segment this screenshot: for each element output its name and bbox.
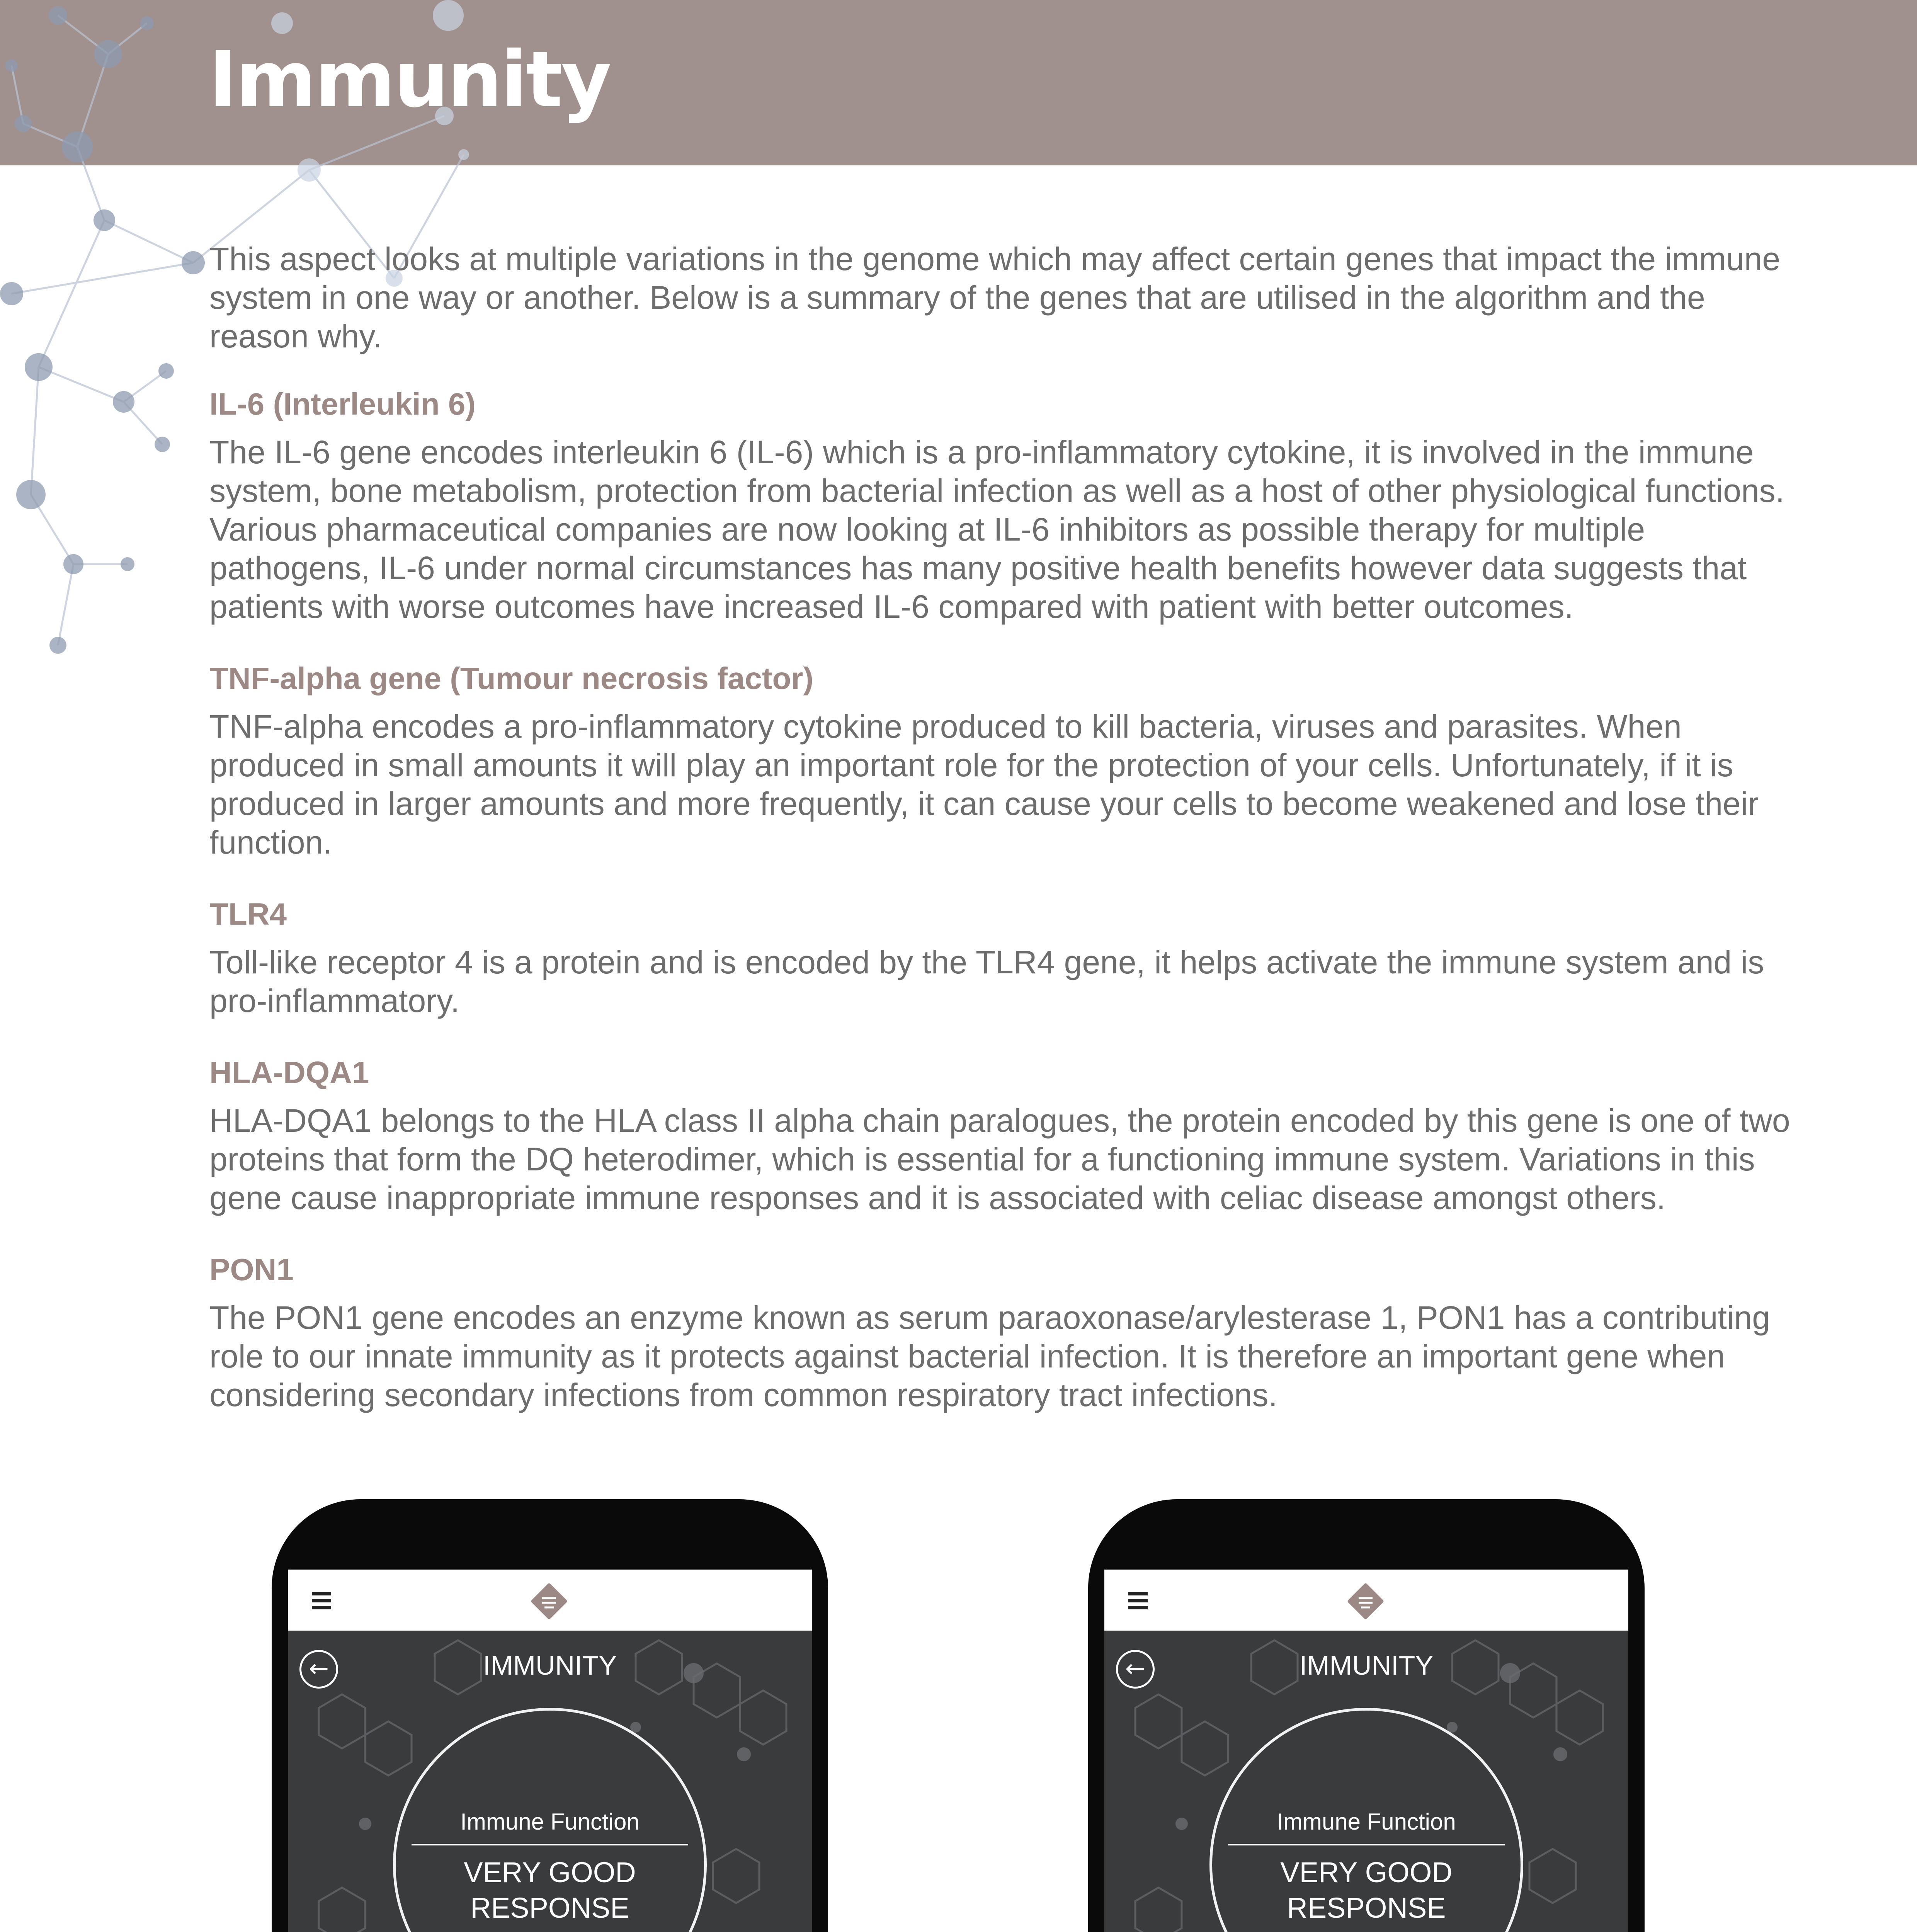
phone-mockup-detail bbox=[1088, 1499, 1645, 1932]
gene-title: TLR4 bbox=[209, 897, 287, 931]
gene-description: HLA-DQA1 belongs to the HLA class II alpha chain paralogues, the protein encoded by this gene is one of two proteins that form the DQ heterodimer, which is essential for a functioning immune system. Variations in this gene cause inappropriate immune responses and it is associated with celiac disease amongst others. bbox=[209, 1102, 1790, 1216]
ring-label: Immune Function bbox=[1277, 1809, 1456, 1835]
ring-status bbox=[1104, 1855, 1628, 1926]
gene-description: TNF-alpha encodes a pro-inflammatory cytokine produced to kill bacteria, viruses and parasites. When produced in small amounts it will play an important role for the protection of your cells. Unfortunately, if it is produced in larger amounts and more frequently, it can cause your cells to become weakened and lose their function. bbox=[209, 708, 1759, 861]
app-logo-icon bbox=[531, 1583, 568, 1620]
gene-section-il6 bbox=[209, 386, 1794, 626]
hero-title: IMMUNITY bbox=[1299, 1650, 1434, 1680]
hamburger-menu-icon[interactable] bbox=[1128, 1592, 1148, 1609]
ring-divider bbox=[1228, 1844, 1505, 1845]
app-topbar bbox=[288, 1570, 812, 1631]
gene-section-hla-dqa1 bbox=[209, 1055, 1794, 1217]
page-title: Immunity bbox=[209, 35, 610, 125]
intro-paragraph: This aspect looks at multiple variations in the genome which may affect certain genes that impact the immune system in one way or another. Below is a summary of the genes that are utilised in the algorithm and the reason why. bbox=[209, 241, 1781, 354]
ring-status-line: VERY GOOD bbox=[464, 1856, 636, 1888]
phone-screen bbox=[288, 1570, 812, 1932]
app-logo-icon bbox=[1347, 1583, 1384, 1620]
app-topbar bbox=[1104, 1570, 1628, 1631]
ring-divider bbox=[412, 1844, 688, 1845]
phone-mockup-overview bbox=[272, 1499, 828, 1932]
gene-title: HLA-DQA1 bbox=[209, 1055, 369, 1090]
ring-status-line: RESPONSE bbox=[470, 1892, 629, 1924]
gene-description: Toll-like receptor 4 is a protein and is encoded by the TLR4 gene, it helps activate the immune system and is pro-inflammatory. bbox=[209, 944, 1764, 1019]
ring-label: Immune Function bbox=[460, 1809, 640, 1835]
gene-title: IL-6 (Interleukin 6) bbox=[209, 387, 476, 421]
ring-status-line: VERY GOOD bbox=[1280, 1856, 1453, 1888]
back-arrow-icon[interactable]: ← bbox=[1116, 1650, 1155, 1689]
gene-description: The PON1 gene encodes an enzyme known as serum paraoxonase/arylesterase 1, PON1 has a contributing role to our innate immunity as it protects against bacterial infection. It is therefore an important gene when considering secondary infections from common respiratory tract infections. bbox=[209, 1299, 1770, 1413]
gene-title: TNF-alpha gene (Tumour necrosis factor) bbox=[209, 661, 814, 696]
gene-description: The IL-6 gene encodes interleukin 6 (IL-6) which is a pro-inflammatory cytokine, it is involved in the immune system, bone metabolism, protection from bacterial infection as well as a host of other physiological functions. Various pharmaceutical companies are now looking at IL-6 inhibitors as possible therapy for multiple pathogens, IL-6 under normal circumstances has many positive health benefits however data suggests that patients with worse outcomes have increased IL-6 compared with patient with better outcomes. bbox=[209, 434, 1785, 625]
phone-screen bbox=[1104, 1570, 1628, 1932]
hero-panel bbox=[288, 1631, 812, 1932]
gene-section-pon1 bbox=[209, 1252, 1794, 1414]
gene-section-tlr4 bbox=[209, 896, 1794, 1020]
hero-panel bbox=[1104, 1631, 1628, 1932]
gene-title: PON1 bbox=[209, 1252, 294, 1287]
main-content bbox=[209, 240, 1794, 1449]
hamburger-menu-icon[interactable] bbox=[312, 1592, 331, 1609]
hero-title: IMMUNITY bbox=[483, 1650, 617, 1680]
ring-status-line: RESPONSE bbox=[1287, 1892, 1446, 1924]
back-arrow-icon[interactable]: ← bbox=[299, 1650, 338, 1689]
ring-status bbox=[288, 1855, 812, 1926]
gene-section-tnf bbox=[209, 661, 1794, 862]
